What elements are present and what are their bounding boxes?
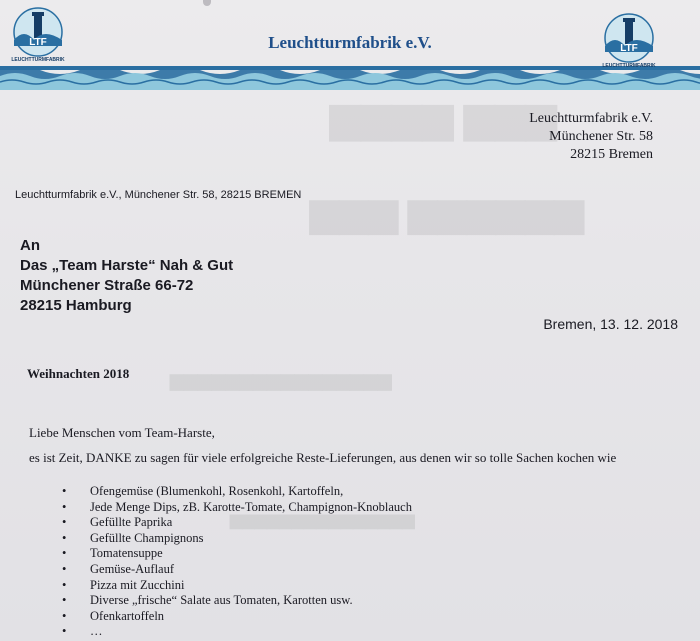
list-item (62, 546, 412, 562)
salutation: Liebe Menschen vom Team-Harste, (29, 425, 215, 440)
list-item-text: Gefüllte Champignons (90, 530, 204, 545)
bullet-icon: • (62, 624, 67, 639)
list-item (62, 609, 412, 625)
recipient-street: Münchener Straße 66-72 (20, 277, 194, 294)
letterhead-title: Leuchtturmfabrik e.V. (268, 33, 432, 52)
list-item (62, 624, 412, 640)
list-item-text: Ofenkartoffeln (90, 608, 165, 623)
list-item (62, 578, 412, 594)
subject-line: Weihnachten 2018 (27, 366, 130, 381)
sender-city: 28215 Bremen (570, 147, 653, 162)
recipient-name: Das „Team Harste“ Nah & Gut (20, 257, 234, 274)
list-item (62, 562, 412, 578)
list-item (62, 515, 412, 531)
list-item-text: Pizza mit Zucchini (90, 577, 185, 592)
wave-band (0, 58, 700, 98)
sender-street: Münchener Str. 58 (549, 129, 653, 144)
sender-name: Leuchtturmfabrik e.V. (529, 111, 653, 126)
logo-subtext: LEUCHTTURMFABRIK (602, 63, 656, 69)
show-through-shape: ▆▆▆▆▆▆▆▆▆▆▆▆▆▆▆ (230, 512, 415, 529)
bullet-icon: • (62, 515, 67, 530)
list-item (62, 531, 412, 547)
recipient-city: 28215 Hamburg (20, 297, 132, 314)
list-item-text: Tomatensuppe (90, 546, 163, 561)
letter-date: Bremen, 13. 12. 2018 (543, 316, 678, 332)
recipient-line-an: An (20, 237, 40, 254)
list-item-text: Gefüllte Paprika (90, 515, 173, 530)
bullet-icon: • (62, 530, 67, 545)
lighthouse-logo-icon (10, 6, 66, 70)
sender-address (529, 110, 653, 164)
bullet-icon: • (62, 577, 67, 592)
bullet-icon: • (62, 561, 67, 576)
show-through-shape: ▆▆▆▆ ▆▆▆ (330, 96, 557, 140)
logo-text: LTF (620, 43, 638, 54)
show-through-shape: ▆▆▆ ▆▆▆▆▆▆ (310, 192, 584, 234)
bullet-icon: • (62, 484, 67, 498)
pin-mark (203, 0, 211, 6)
dish-list (62, 484, 412, 640)
list-item-text: Gemüse-Auflauf (90, 561, 174, 576)
list-item (62, 484, 412, 500)
lighthouse-logo-icon (601, 12, 657, 76)
list-item-text: Ofengemüse (Blumenkohl, Rosenkohl, Kartoffeln, (90, 484, 344, 498)
bullet-icon: • (62, 593, 67, 608)
logo-text: LTF (29, 37, 47, 48)
bullet-icon: • (62, 546, 67, 561)
recipient-address (20, 236, 233, 316)
show-through-shape: ▆▆▆▆▆▆▆▆▆▆▆▆▆▆▆▆ (170, 370, 392, 390)
list-item-text: … (90, 624, 103, 639)
list-item (62, 593, 412, 609)
list-item (62, 500, 412, 516)
bullet-icon: • (62, 499, 67, 514)
return-address-line: Leuchtturmfabrik e.V., Münchener Str. 58, 28215 BREMEN (15, 189, 302, 201)
intro-paragraph: es ist Zeit, DANKE zu sagen für viele erfolgreiche Reste-Lieferungen, aus denen wir so tolle Sachen kochen wie (29, 450, 617, 465)
list-item-text: Jede Menge Dips, zB. Karotte-Tomate, Champignon-Knoblauch (90, 499, 412, 514)
logo-subtext: LEUCHTTURMFABRIK (11, 57, 65, 63)
list-item-text: Diverse „frische“ Salate aus Tomaten, Karotten usw. (90, 593, 353, 608)
bullet-icon: • (62, 608, 67, 623)
